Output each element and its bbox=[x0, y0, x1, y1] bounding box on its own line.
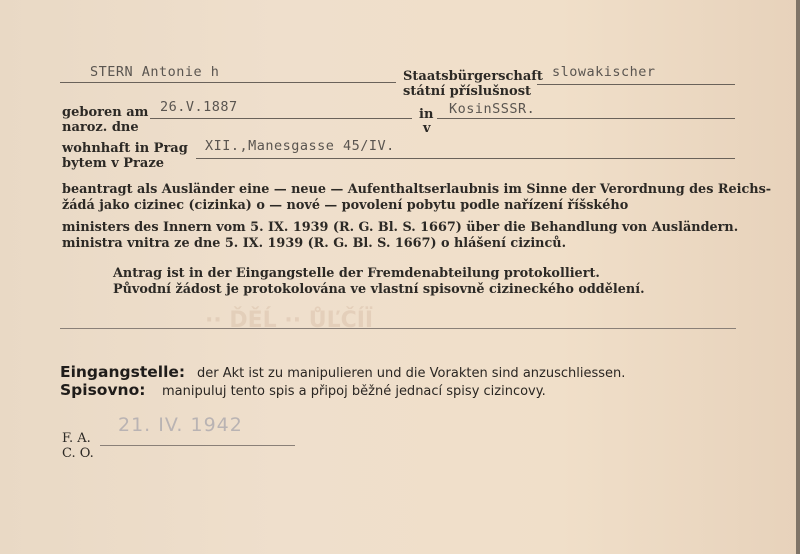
protocol-note-cs: Původní žádost je protokolována ve vlastní spisovně cizineckého oddělení. bbox=[113, 282, 645, 297]
citizenship-label-de: Staatsbürgerschaft bbox=[403, 69, 543, 84]
fa-label: F. A. bbox=[62, 431, 91, 446]
bleed-through-mark: ·· ĎĚĹ ·· ŮĽČÍÏ bbox=[205, 308, 374, 333]
name-underline bbox=[60, 82, 396, 83]
body-line-1: beantragt als Ausländer eine — neue — Aufenthaltserlaubnis im Sinne der Verordnung des Reichs- bbox=[62, 182, 772, 197]
eingangstelle-text: der Akt ist zu manipulieren und die Vorakten sind anzuschliessen. bbox=[197, 366, 626, 381]
residence-address-value: XII.,Manesgasse 45/IV. bbox=[205, 138, 395, 154]
birth-date-value: 26.V.1887 bbox=[160, 99, 238, 115]
spisovno-text: manipuluj tento spis a připoj běžné jednací spisy cizincovy. bbox=[162, 384, 546, 399]
body-line-3: ministers des Innern vom 5. IX. 1939 (R. G. Bl. S. 1667) über die Behandlung von Ausländern. bbox=[62, 220, 739, 235]
fa-underline bbox=[100, 445, 295, 446]
birth-place-underline bbox=[437, 118, 735, 119]
birth-label-cs: naroz. dne bbox=[62, 120, 139, 135]
citizenship-underline bbox=[537, 84, 735, 85]
co-label: C. O. bbox=[62, 446, 94, 461]
birth-place-in-de: in bbox=[419, 107, 434, 122]
birth-place-in-cs: v bbox=[423, 121, 431, 136]
body-line-4: ministra vnitra ze dne 5. IX. 1939 (R. G. Bl. S. 1667) o hlášení cizinců. bbox=[62, 236, 567, 251]
card-edge-shadow bbox=[796, 0, 800, 554]
name-value: STERN Antonie h bbox=[90, 64, 220, 80]
citizenship-value: slowakischer bbox=[552, 64, 656, 80]
residence-label-cs: bytem v Praze bbox=[62, 156, 164, 171]
date-stamp: 21. IV. 1942 bbox=[118, 414, 243, 436]
eingangstelle-heading: Eingangstelle: bbox=[60, 363, 186, 381]
spisovno-heading: Spisovno: bbox=[60, 381, 146, 399]
citizenship-label-cs: státní příslušnost bbox=[403, 84, 532, 99]
birth-label-de: geboren am bbox=[62, 105, 149, 120]
residence-underline bbox=[196, 158, 735, 159]
section-divider bbox=[60, 328, 736, 329]
protocol-note-de: Antrag ist in der Eingangstelle der Fremdenabteilung protokolliert. bbox=[113, 266, 600, 281]
body-line-2: žádá jako cizinec (cizinka) o — nové — povolení pobytu podle nařízení říšského bbox=[62, 198, 629, 213]
birth-place-value: KosinSSSR. bbox=[449, 101, 536, 117]
residence-label-de: wohnhaft in Prag bbox=[62, 141, 188, 156]
birth-date-underline bbox=[150, 118, 412, 119]
